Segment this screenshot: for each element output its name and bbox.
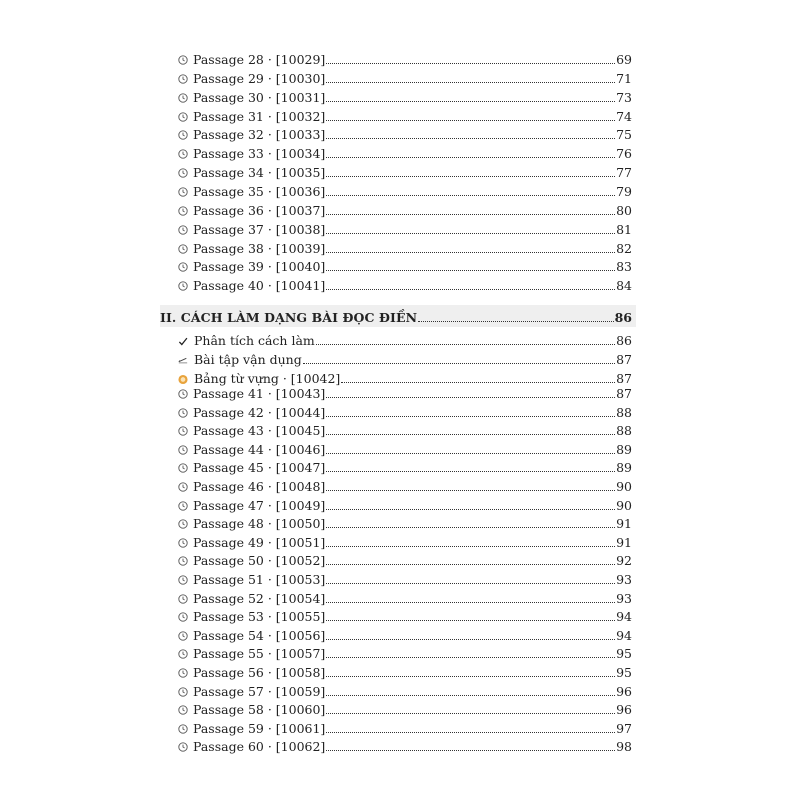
- toc-entry-label: Passage 30 · [10031]: [193, 90, 326, 105]
- page-number: 79: [616, 184, 632, 199]
- dot-leader: [326, 750, 615, 751]
- dot-leader: [326, 397, 615, 398]
- page-number: 96: [616, 702, 632, 717]
- toc-entry-label: Passage 33 · [10034]: [193, 146, 326, 161]
- toc-entry-label: Passage 37 · [10038]: [193, 222, 326, 237]
- toc-entry-label: Bảng từ vựng · [10042]: [194, 371, 341, 386]
- dot-leader: [326, 195, 615, 196]
- page-number: 94: [616, 628, 632, 643]
- dot-leader: [326, 546, 615, 547]
- page-number: 93: [616, 572, 632, 587]
- clock-icon: [178, 55, 188, 65]
- clock-icon: [178, 594, 188, 604]
- dot-leader: [418, 321, 613, 322]
- clock-icon: [178, 408, 188, 418]
- dot-leader: [326, 453, 615, 454]
- toc-entry[interactable]: [178, 331, 632, 349]
- toc-entry-label: Passage 28 · [10029]: [193, 52, 326, 67]
- toc-entry-label: Passage 31 · [10032]: [193, 109, 326, 124]
- dot-leader: [326, 138, 615, 139]
- page-number: 95: [616, 665, 632, 680]
- toc-entry-label: Passage 29 · [10030]: [193, 71, 326, 86]
- dot-leader: [326, 120, 615, 121]
- toc-entry-label: Passage 32 · [10033]: [193, 127, 326, 142]
- toc-entry[interactable]: [178, 384, 632, 402]
- toc-entry[interactable]: [178, 276, 632, 294]
- page-number: 83: [616, 259, 632, 274]
- toc-entry-label: Passage 56 · [10058]: [193, 665, 326, 680]
- dot-leader: [326, 101, 615, 102]
- clock-icon: [178, 612, 188, 622]
- toc-entry-label: Passage 42 · [10044]: [193, 405, 326, 420]
- toc-entry-label: Passage 52 · [10054]: [193, 591, 326, 606]
- clock-icon: [178, 538, 188, 548]
- dot-leader: [316, 344, 615, 345]
- clock-icon: [178, 556, 188, 566]
- dot-leader: [326, 676, 615, 677]
- toc-entry[interactable]: [178, 719, 632, 737]
- dot-leader: [326, 434, 615, 435]
- toc-entry-label: Passage 40 · [10041]: [193, 278, 326, 293]
- page-number: 76: [616, 146, 632, 161]
- toc-entry-label: Bài tập vận dụng: [194, 352, 302, 367]
- toc-entry[interactable]: [178, 107, 632, 125]
- toc-entry-label: Passage 51 · [10053]: [193, 572, 326, 587]
- clock-icon: [178, 262, 188, 272]
- dot-leader: [326, 713, 615, 714]
- page-number: 87: [616, 352, 632, 367]
- clock-icon: [178, 244, 188, 254]
- toc-entry[interactable]: [178, 626, 632, 644]
- clock-icon: [178, 130, 188, 140]
- toc-entry[interactable]: [178, 700, 632, 718]
- page-number: 86: [614, 310, 632, 325]
- page-number: 86: [616, 333, 632, 348]
- clock-icon: [178, 168, 188, 178]
- dot-leader: [326, 620, 615, 621]
- toc-entry-label: Passage 45 · [10047]: [193, 460, 326, 475]
- dot-leader: [326, 176, 615, 177]
- toc-entry-label: Passage 36 · [10037]: [193, 203, 326, 218]
- dot-leader: [326, 416, 615, 417]
- toc-entry-label: Passage 44 · [10046]: [193, 442, 326, 457]
- page-number: 93: [616, 591, 632, 606]
- pencil-icon: [178, 355, 188, 365]
- toc-entry[interactable]: [178, 663, 632, 681]
- page-number: 96: [616, 684, 632, 699]
- dot-leader: [326, 639, 615, 640]
- toc-entry[interactable]: [178, 496, 632, 514]
- clock-icon: [178, 112, 188, 122]
- toc-entry-label: Passage 34 · [10035]: [193, 165, 326, 180]
- page-number: 94: [616, 609, 632, 624]
- toc-entry[interactable]: [178, 220, 632, 238]
- clock-icon: [178, 389, 188, 399]
- clock-icon: [178, 463, 188, 473]
- clock-icon: [178, 187, 188, 197]
- toc-entry[interactable]: [178, 69, 632, 87]
- page-number: 95: [616, 646, 632, 661]
- clock-icon: [178, 724, 188, 734]
- page-number: 90: [616, 479, 632, 494]
- clock-icon: [178, 649, 188, 659]
- toc-entry[interactable]: [178, 350, 632, 368]
- dot-leader: [326, 602, 615, 603]
- dot-leader: [326, 214, 615, 215]
- page-number: 73: [616, 90, 632, 105]
- clock-icon: [178, 687, 188, 697]
- toc-entry-label: Passage 55 · [10057]: [193, 646, 326, 661]
- toc-entry-label: Passage 39 · [10040]: [193, 259, 326, 274]
- page-number: 90: [616, 498, 632, 513]
- dot-leader: [326, 564, 615, 565]
- page-number: 77: [616, 165, 632, 180]
- clock-icon: [178, 445, 188, 455]
- dot-leader: [326, 63, 615, 64]
- page-number: 89: [616, 460, 632, 475]
- page-number: 91: [616, 516, 632, 531]
- clock-icon: [178, 742, 188, 752]
- toc-entry[interactable]: [178, 239, 632, 257]
- toc-entry[interactable]: [178, 257, 632, 275]
- clock-icon: [178, 206, 188, 216]
- page-number: 87: [616, 371, 632, 386]
- toc-entry-label: Passage 38 · [10039]: [193, 241, 326, 256]
- dot-leader: [326, 583, 615, 584]
- toc-entry-label: Passage 48 · [10050]: [193, 516, 326, 531]
- toc-entry-label: Passage 35 · [10036]: [193, 184, 326, 199]
- toc-entry[interactable]: [178, 50, 632, 68]
- clock-icon: [178, 501, 188, 511]
- dot-leader: [326, 509, 615, 510]
- page-number: 97: [616, 721, 632, 736]
- toc-entry[interactable]: [178, 125, 632, 143]
- toc-entry[interactable]: [178, 570, 632, 588]
- toc-entry-label: Passage 60 · [10062]: [193, 739, 326, 754]
- checkmark-icon: [178, 336, 188, 346]
- dot-leader: [326, 695, 615, 696]
- dot-leader: [326, 82, 615, 83]
- toc-entry[interactable]: [178, 533, 632, 551]
- toc-entry-label: Passage 43 · [10045]: [193, 423, 326, 438]
- toc-entry-label: Passage 46 · [10048]: [193, 479, 326, 494]
- toc-entry-label: Passage 54 · [10056]: [193, 628, 326, 643]
- toc-entry[interactable]: [178, 440, 632, 458]
- dot-leader: [341, 382, 615, 383]
- page-number: 71: [616, 71, 632, 86]
- toc-entry-label: Passage 53 · [10055]: [193, 609, 326, 624]
- page-number: 91: [616, 535, 632, 550]
- toc-entry[interactable]: [178, 644, 632, 662]
- toc-entry[interactable]: [178, 458, 632, 476]
- clock-icon: [178, 149, 188, 159]
- dot-leader: [326, 157, 615, 158]
- toc-entry[interactable]: [178, 144, 632, 162]
- toc-entry-label: II. CÁCH LÀM DẠNG BÀI ĐỌC ĐIỀN: [160, 310, 418, 325]
- dot-leader: [326, 657, 615, 658]
- clock-icon: [178, 74, 188, 84]
- toc-entry[interactable]: [178, 421, 632, 439]
- toc-entry-label: Passage 58 · [10060]: [193, 702, 326, 717]
- dot-leader: [303, 363, 615, 364]
- toc-entry[interactable]: [178, 201, 632, 219]
- dot-leader: [326, 471, 615, 472]
- dot-leader: [326, 233, 615, 234]
- toc-entry-label: Passage 41 · [10043]: [193, 386, 326, 401]
- vocabulary-badge-icon: [178, 374, 188, 384]
- toc-entry[interactable]: [178, 477, 632, 495]
- toc-entry[interactable]: [178, 737, 632, 755]
- page-number: 92: [616, 553, 632, 568]
- page-number: 88: [616, 405, 632, 420]
- dot-leader: [326, 527, 615, 528]
- page-number: 75: [616, 127, 632, 142]
- clock-icon: [178, 631, 188, 641]
- toc-entry-label: Passage 57 · [10059]: [193, 684, 326, 699]
- clock-icon: [178, 93, 188, 103]
- clock-icon: [178, 519, 188, 529]
- page-number: 80: [616, 203, 632, 218]
- page-number: 81: [616, 222, 632, 237]
- toc-entry[interactable]: [178, 682, 632, 700]
- page-number: 69: [616, 52, 632, 67]
- toc-entry[interactable]: [178, 607, 632, 625]
- page-number: 87: [616, 386, 632, 401]
- clock-icon: [178, 575, 188, 585]
- clock-icon: [178, 705, 188, 715]
- toc-entry[interactable]: [178, 551, 632, 569]
- page-number: 88: [616, 423, 632, 438]
- toc-entry[interactable]: [178, 589, 632, 607]
- page-number: 89: [616, 442, 632, 457]
- toc-entry-label: Phân tích cách làm: [194, 333, 315, 348]
- dot-leader: [326, 289, 615, 290]
- page-number: 74: [616, 109, 632, 124]
- clock-icon: [178, 482, 188, 492]
- toc-entry-label: Passage 59 · [10061]: [193, 721, 326, 736]
- clock-icon: [178, 225, 188, 235]
- toc-entry-label: Passage 47 · [10049]: [193, 498, 326, 513]
- toc-entry-label: Passage 50 · [10052]: [193, 553, 326, 568]
- toc-entry[interactable]: [178, 182, 632, 200]
- page-number: 84: [616, 278, 632, 293]
- clock-icon: [178, 668, 188, 678]
- toc-entry[interactable]: [178, 403, 632, 421]
- clock-icon: [178, 281, 188, 291]
- dot-leader: [326, 270, 615, 271]
- toc-entry[interactable]: [178, 514, 632, 532]
- toc-entry-label: Passage 49 · [10051]: [193, 535, 326, 550]
- page-number: 98: [616, 739, 632, 754]
- dot-leader: [326, 252, 615, 253]
- page-number: 82: [616, 241, 632, 256]
- section-heading[interactable]: [160, 306, 632, 326]
- toc-entry[interactable]: [178, 88, 632, 106]
- toc-entry[interactable]: [178, 163, 632, 181]
- dot-leader: [326, 732, 615, 733]
- dot-leader: [326, 490, 615, 491]
- clock-icon: [178, 426, 188, 436]
